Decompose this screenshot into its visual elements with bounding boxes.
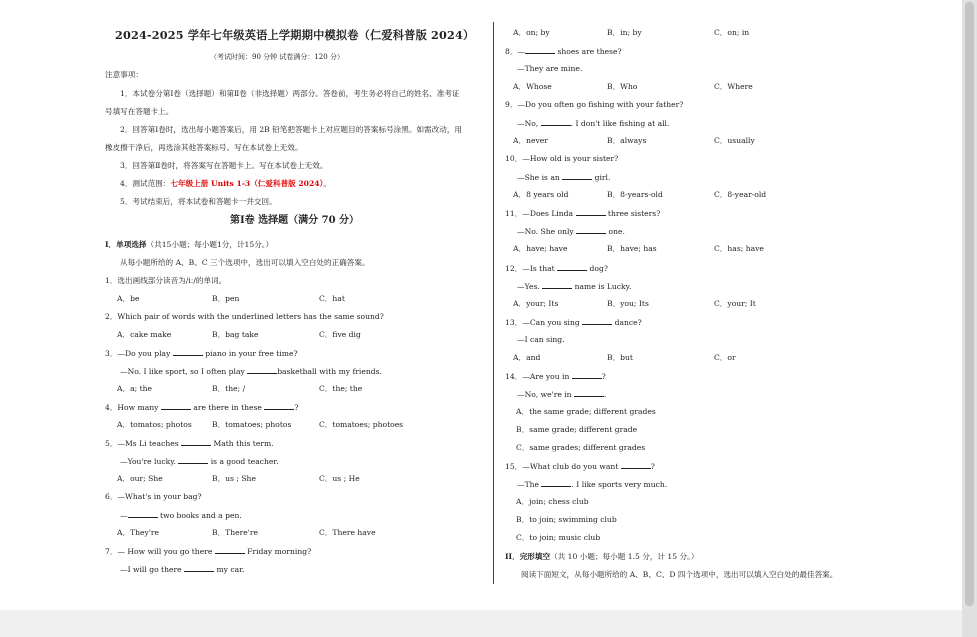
- q11-line2: —No. She only one.: [517, 227, 625, 236]
- q10-stem: 10．—How old is your sister?: [505, 154, 619, 163]
- q6-option-a: A．They're: [117, 528, 160, 537]
- q3-line2: —No. I like sport, so I often play basketball with my friends.: [120, 367, 382, 376]
- q9-option-c: C．usually: [714, 136, 755, 145]
- q12-stem: 12．—Is that dog?: [505, 264, 608, 273]
- q15-option-c: C．to join; music club: [516, 533, 601, 542]
- q15-option-b: B．to join; swimming club: [516, 515, 617, 524]
- part1-title: 第Ⅰ卷 选择题（满分 70 分）: [230, 215, 360, 226]
- q14-option-c: C．same grades; different grades: [516, 443, 646, 452]
- q6-option-b: B．There're: [212, 528, 258, 537]
- q7-option-b: B．in; by: [607, 28, 642, 37]
- test-scope: 七年级上册 Units 1-3（仁爱科普版 2024）: [170, 179, 324, 188]
- q14-option-a: A．the same grade; different grades: [516, 407, 656, 416]
- section1-heading: I．单项选择（共15小题；每小题1分，计15分。）: [105, 240, 274, 249]
- q7-option-a: A．on; by: [513, 28, 550, 37]
- q2-option-b: B．bag take: [212, 330, 259, 339]
- q13-line2: —I can sing.: [517, 335, 565, 344]
- q13-stem: 13．—Can you sing dance?: [505, 318, 642, 327]
- notice-3: 3．回答第Ⅱ卷时，将答案写在答题卡上。写在本试卷上无效。: [120, 161, 328, 170]
- q8-option-a: A．Whose: [513, 82, 552, 91]
- q8-line2: —They are mine.: [517, 64, 583, 73]
- q12-line2: —Yes. name is Lucky.: [517, 282, 632, 291]
- q1-option-b: B．pen: [212, 294, 240, 303]
- notice-1b: 号填写在答题卡上。: [105, 107, 174, 116]
- q10-line2: —She is an girl.: [517, 173, 611, 182]
- q14-line2: —No, we're in .: [517, 390, 607, 399]
- column-divider: [493, 22, 494, 584]
- section2-intro: 阅读下面短文，从每小题所给的 A、B、C、D 四个选项中，选出可以填入空白处的最佳答案。: [521, 570, 838, 579]
- q13-option-c: C．or: [714, 353, 736, 362]
- q2-option-c: C．five dig: [319, 330, 361, 339]
- q1-option-a: A．be: [117, 294, 140, 303]
- q7-option-c: C．on; in: [714, 28, 750, 37]
- q11-option-b: B．have; has: [607, 244, 657, 253]
- q12-option-c: C．your; It: [714, 299, 756, 308]
- q2-stem: 2．Which pair of words with the underlined letters has the same sound?: [105, 312, 384, 321]
- q13-option-a: A．and: [513, 353, 541, 362]
- horizontal-scroll-area: [0, 610, 962, 637]
- notice-5: 5．考试结束后，将本试卷和答题卡一并交回。: [120, 197, 277, 206]
- notice-heading: 注意事项：: [105, 70, 143, 79]
- q10-option-c: C．8-year-old: [714, 190, 767, 199]
- q4-option-b: B．tomatoes; photos: [212, 420, 292, 429]
- notice-4: 4．测试范围：七年级上册 Units 1-3（仁爱科普版 2024）。: [120, 179, 331, 188]
- q11-option-a: A．have; have: [513, 244, 568, 253]
- section1-intro: 从每小题所给的 A、B、C 三个选项中，选出可以填入空白处的正确答案。: [120, 258, 370, 267]
- q14-option-b: B．same grade; different grade: [516, 425, 638, 434]
- q14-stem: 14．—Are you in ?: [505, 372, 606, 381]
- vertical-scrollbar[interactable]: [962, 0, 977, 637]
- notice-2a: 2．回答第Ⅰ卷时，选出每小题答案后，用 2B 铅笔把答题卡上对应题目的答案标号涂黑。如需改动，用: [120, 125, 463, 134]
- q1-option-c: C．hat: [319, 294, 345, 303]
- q4-stem: 4．How many are there in these ?: [105, 403, 299, 412]
- q7-stem: 7．— How will you go there Friday morning?: [105, 547, 312, 556]
- scrollbar-thumb[interactable]: [965, 2, 974, 606]
- q10-option-a: A．8 years old: [513, 190, 569, 199]
- exam-title: 2024-2025 学年七年级英语上学期期中模拟卷（仁爱科普版 2024）: [115, 28, 475, 42]
- q12-option-a: A．your; Its: [513, 299, 559, 308]
- q8-option-c: C．Where: [714, 82, 753, 91]
- exam-subtitle: （考试时间：90 分钟 试卷满分：120 分）: [210, 53, 344, 61]
- q3-option-b: B．the; /: [212, 384, 246, 393]
- q9-line2: —No, . I don't like fishing at all.: [517, 119, 670, 128]
- q9-stem: 9．—Do you often go fishing with your father?: [505, 100, 684, 109]
- notice-1a: 1．本试卷分第Ⅰ卷（选择题）和第Ⅱ卷（非选择题）两部分。答卷前，考生务必将自己的姓名、准考证: [120, 89, 460, 98]
- q11-option-c: C．has; have: [714, 244, 764, 253]
- q15-line2: —The . I like sports very much.: [517, 480, 668, 489]
- notice-2b: 橡皮擦干净后，再选涂其他答案标号。写在本试卷上无效。: [105, 143, 303, 152]
- q9-option-a: A．never: [513, 136, 548, 145]
- q8-stem: 8．— shoes are these?: [505, 47, 622, 56]
- q2-option-a: A．cake make: [117, 330, 172, 339]
- q12-option-b: B．you; Its: [607, 299, 649, 308]
- q9-option-b: B．always: [607, 136, 647, 145]
- q4-option-c: C．tomatoes; photoes: [319, 420, 404, 429]
- q5-line2: —You're lucky. is a good teacher.: [120, 457, 279, 466]
- q5-stem: 5．—Ms Li teaches Math this term.: [105, 439, 274, 448]
- q5-option-b: B．us ; She: [212, 474, 256, 483]
- q6-stem: 6．—What's in your bag?: [105, 492, 202, 501]
- q15-option-a: A．join; chess club: [516, 497, 589, 506]
- q3-option-a: A．a; the: [117, 384, 153, 393]
- q8-option-b: B．Who: [607, 82, 638, 91]
- q6-option-c: C．There have: [319, 528, 376, 537]
- q3-option-c: C．the; the: [319, 384, 363, 393]
- q4-option-a: A．tomatos; photos: [117, 420, 192, 429]
- q11-stem: 11．—Does Linda three sisters?: [505, 209, 661, 218]
- q7-line2: —I will go there my car.: [120, 565, 245, 574]
- q5-option-c: C．us ; He: [319, 474, 360, 483]
- q6-line2: — two books and a pen.: [120, 511, 242, 520]
- q15-stem: 15．—What club do you want ?: [505, 462, 655, 471]
- q13-option-b: B．but: [607, 353, 633, 362]
- q3-stem: 3．—Do you play piano in your free time?: [105, 349, 298, 358]
- q5-option-a: A．our; She: [117, 474, 163, 483]
- section2-heading: II．完形填空（共 10 小题；每小题 1.5 分，计 15 分。）: [505, 552, 699, 561]
- q10-option-b: B．8-years-old: [607, 190, 663, 199]
- q1-stem: 1．选出画线部分读音为/iː/的单词。: [105, 276, 227, 285]
